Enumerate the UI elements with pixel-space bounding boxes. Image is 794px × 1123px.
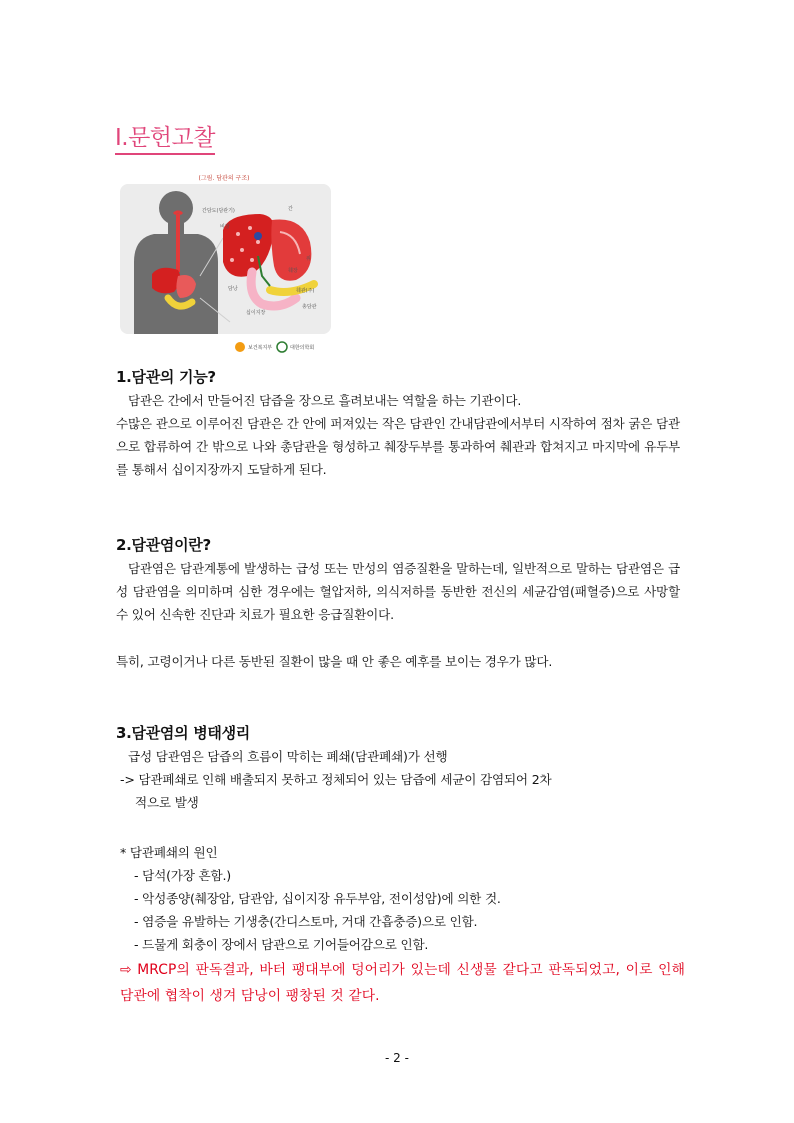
label-stomach: 위 <box>306 256 311 262</box>
figure-caption: (그림. 담관의 구조) <box>198 175 250 182</box>
biliary-anatomy-illustration <box>120 172 331 358</box>
page-number: - 2 - <box>385 1051 409 1065</box>
label-common-bile-duct: 총담관 <box>302 304 317 310</box>
logo2-text: 대한의학회 <box>290 345 315 351</box>
label-spleen: 비장 <box>220 224 230 230</box>
cause-item: - 담석(가장 흔함.) <box>134 868 231 883</box>
section2-p1-text: 담관염은 담관계통에 발생하는 급성 또는 만성의 염증질환을 말하는데, 일반적으로 말하는 담관염은 급성 담관염을 의미하며 심한 경우에는 혈압저하, 의식저하를 동반한 전신의 세균감염(패혈증)으로 사망할 수 있어 신속한 진단과 치료가 필요한 응급질환이다. <box>116 561 680 622</box>
label-liver: 간 <box>288 206 293 212</box>
cause-item: - 드물게 회충이 장에서 담관으로 기어들어감으로 인함. <box>134 937 429 952</box>
section2-paragraph1 <box>116 557 680 626</box>
section3-line3: 적으로 발생 <box>135 795 199 810</box>
association-logo-icon <box>277 342 287 352</box>
section3-line1: 급성 담관염은 담즙의 흐름이 막히는 폐쇄(담관폐쇄)가 선행 <box>128 749 448 764</box>
section1-p1-text: 담관은 간에서 만들어진 담즙을 장으로 흘려보내는 역할을 하는 기관이다. <box>128 393 522 408</box>
cause-item: - 악성종양(췌장암, 담관암, 십이지장 유두부암, 전이성암)에 의한 것. <box>134 891 501 906</box>
section1-paragraph1 <box>116 389 680 412</box>
section3-heading: 3.담관염의 병태생리 <box>116 724 250 742</box>
section1-paragraph2: 수많은 관으로 이루어진 담관은 간 안에 퍼져있는 작은 담관인 간내담관에서부터 시작하여 점차 굵은 담관으로 합류하여 간 밖으로 나와 총담관을 형성하고 췌장두부를 통과하여 췌관과 합쳐지고 마지막에 유두부를 통해서 십이지장까지 도달하게 된다. <box>116 416 680 477</box>
cause-item: - 염증을 유발하는 기생충(간디스토마, 거대 간흡충증)으로 인함. <box>134 914 478 929</box>
label-bile-duct: 간담도(담관기) <box>202 208 235 214</box>
label-pancreatic-duct: 췌관(주) <box>296 288 315 294</box>
section2-paragraph2: 특히, 고령이거나 다른 동반된 질환이 많을 때 안 좋은 예후를 보이는 경우가 많다. <box>116 654 553 669</box>
section1-heading: 1.담관의 기능? <box>116 368 216 386</box>
section3-line2: -> 담관폐쇄로 인해 배출되지 못하고 정체되어 있는 담즙에 세균이 감염되어 2차 <box>120 772 552 787</box>
logo1-text: 보건복지부 <box>248 345 273 351</box>
label-gallbladder: 담낭 <box>228 286 238 292</box>
section-title: Ⅰ.문헌고찰 <box>115 124 215 155</box>
causes-title: * 담관폐쇄의 원인 <box>120 845 218 860</box>
mrcp-note: ⇨ MRCP의 판독결과, 바터 팽대부에 덩어리가 있는데 신생물 같다고 판독되었고, 이로 인해 담관에 협착이 생겨 담낭이 팽창된 것 같다. <box>120 962 685 1004</box>
ministry-logo-icon <box>235 342 245 352</box>
label-duodenum: 십이지장 <box>246 310 266 316</box>
section2-heading: 2.담관염이란? <box>116 536 211 554</box>
label-pancreas: 췌장 <box>288 268 298 274</box>
anatomy-figure <box>120 172 331 358</box>
